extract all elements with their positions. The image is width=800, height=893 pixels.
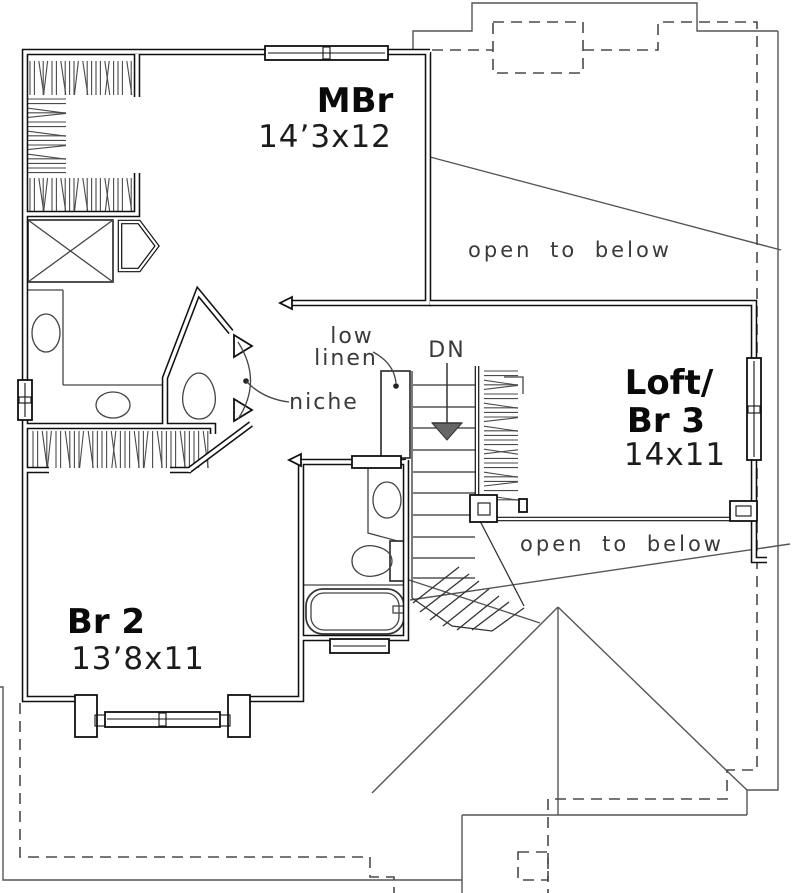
vanity-counter	[25, 290, 163, 385]
bath2-door	[352, 456, 401, 468]
dn-label: DN	[428, 338, 466, 363]
master-closet-hatch-top	[30, 61, 132, 95]
low-linen-label-1: low	[330, 324, 374, 349]
master-closet-hatch-left	[28, 99, 66, 173]
stairs	[381, 371, 524, 631]
open-to-below-top-label: open to below	[468, 238, 672, 262]
toilet	[352, 546, 392, 577]
loft-label-1: Loft/	[624, 363, 714, 403]
bedroom2-closet-hatch	[33, 431, 208, 468]
newel-post	[470, 495, 497, 522]
bay-window	[75, 695, 250, 737]
shower-door	[120, 222, 157, 270]
tub	[306, 589, 404, 634]
loft-dim: 14x11	[623, 437, 727, 473]
shower-door	[120, 222, 157, 270]
sink	[96, 392, 130, 418]
window	[265, 46, 388, 60]
master-bedroom-dim: 14’3x12	[258, 119, 392, 155]
bedroom2-label: Br 2	[66, 602, 146, 642]
niche-label: niche	[289, 390, 359, 415]
toilet	[183, 373, 216, 419]
master-closet-hatch-bottom	[30, 178, 132, 212]
bath2-fixtures	[303, 465, 406, 634]
door-jamb	[280, 297, 292, 309]
open-to-below-mid-label: open to below	[520, 532, 724, 556]
sink	[32, 314, 60, 352]
railing-stub	[519, 499, 527, 512]
door-jamb	[234, 335, 252, 357]
loft-label-2: Br 3	[626, 401, 706, 441]
down-arrow	[432, 363, 462, 440]
window	[18, 380, 32, 420]
master-bedroom-label: MBr	[316, 81, 394, 121]
window	[747, 358, 761, 460]
low-linen-label-2: linen	[314, 346, 378, 371]
sink	[373, 482, 401, 518]
stair-railing-hatch	[484, 371, 518, 500]
railing-post	[730, 501, 757, 521]
linen-leader-dot	[393, 383, 399, 389]
niche-leader	[246, 381, 289, 402]
door-leaf	[188, 424, 251, 471]
door-jamb	[289, 454, 301, 466]
bedroom2-dim: 13’8x11	[71, 641, 205, 677]
